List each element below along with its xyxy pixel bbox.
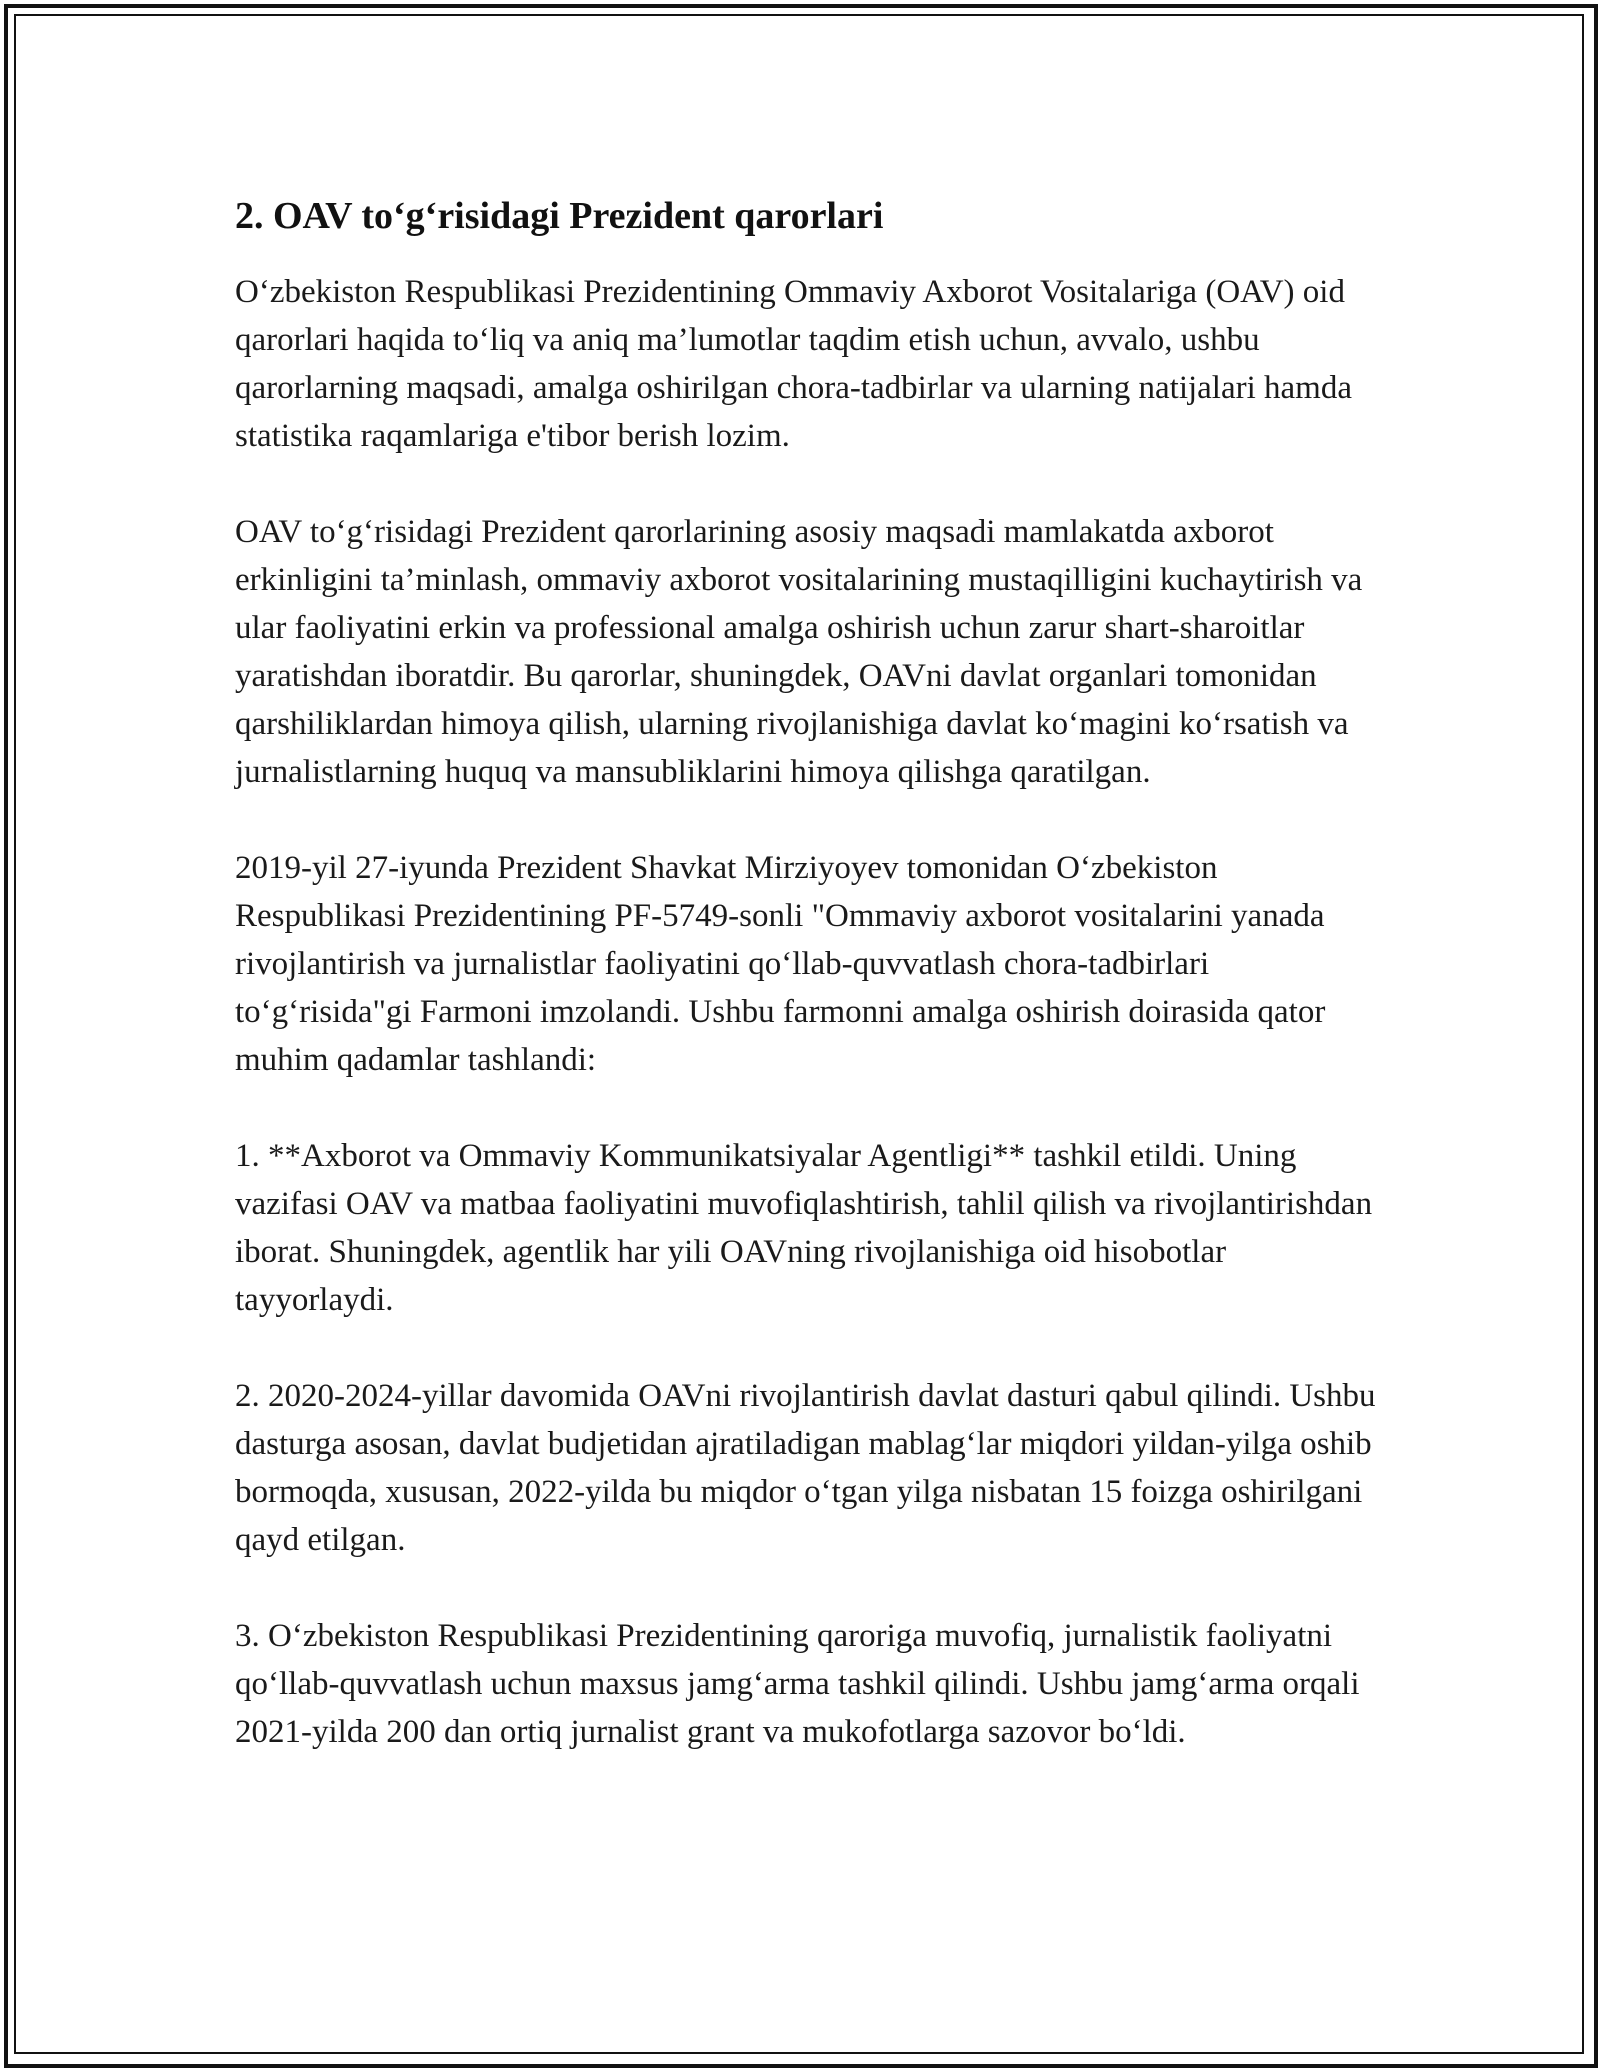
paragraph-decree: 2019-yil 27-iyunda Prezident Shavkat Mirziyoyev tomonidan O‘zbekiston Respublikasi Prezidentining PF-5749-sonli "Ommaviy axborot vositalarini yanada rivojlantirish va jurnalistlar faoliyatini qo‘llab-quvvatlash chora-tadbirlari to‘g‘risida"gi Farmoni imzolandi. Ushbu farmonni amalga oshirish doirasida qator muhim qadamlar tashlandi: [235,850,1326,1078]
list-item-program: 2. 2020-2024-yillar davomida OAVni rivojlantirish davlat dasturi qabul qilindi. Ushbu dasturga asosan, davlat budjetidan ajratiladigan mablag‘lar miqdori yildan-yilga oshib bormoqda, xususan, 2022-yilda bu miqdor o‘tgan yilga nisbatan 15 foizga oshirilgani qayd etilgan. [235,1378,1376,1558]
list-item-fund: 3. O‘zbekiston Respublikasi Prezidentining qaroriga muvofiq, jurnalistik faoliyatni qo‘llab-quvvatlash uchun maxsus jamg‘arma tashkil qilindi. Ushbu jamg‘arma orqali 2021-yilda 200 dan ortiq jurnalist grant va mukofotlarga sazovor bo‘ldi. [235,1618,1360,1750]
section-heading: 2. OAV to‘g‘risidagi Prezident qarorlari [235,195,884,237]
list-item-agency: 1. **Axborot va Ommaviy Kommunikatsiyalar Agentligi** tashkil etildi. Uning vazifasi OAV va matbaa faoliyatini muvofiqlashtirish, tahlil qilish va rivojlantirishdan iborat. Shuningdek, agentlik har yili OAVning rivojlanishiga oid hisobotlar tayyorlaydi. [235,1138,1373,1318]
paragraph-intro: O‘zbekiston Respublikasi Prezidentining Ommaviy Axborot Vositalariga (OAV) oid qarorlari haqida to‘liq va aniq ma’lumotlar taqdim etish uchun, avvalo, ushbu qarorlarning maqsadi, amalga oshirilgan chora-tadbirlar va ularning natijalari hamda statistika raqamlariga e'tibor berish lozim. [235,274,1352,454]
paragraph-purpose: OAV to‘g‘risidagi Prezident qarorlarining asosiy maqsadi mamlakatda axborot erkinligini ta’minlash, ommaviy axborot vositalarining mustaqilligini kuchaytirish va ular faoliyatini erkin va professional amalga oshirish uchun zarur shart-sharoitlar yaratishdan iboratdir. Bu qarorlar, shuningdek, OAVni davlat organlari tomonidan qarshiliklardan himoya qilish, ularning rivojlanishiga davlat ko‘magini ko‘rsatish va jurnalistlarning huquq va mansubliklarini himoya qilishga qaratilgan. [235,514,1363,790]
document-body [235,188,1385,1756]
